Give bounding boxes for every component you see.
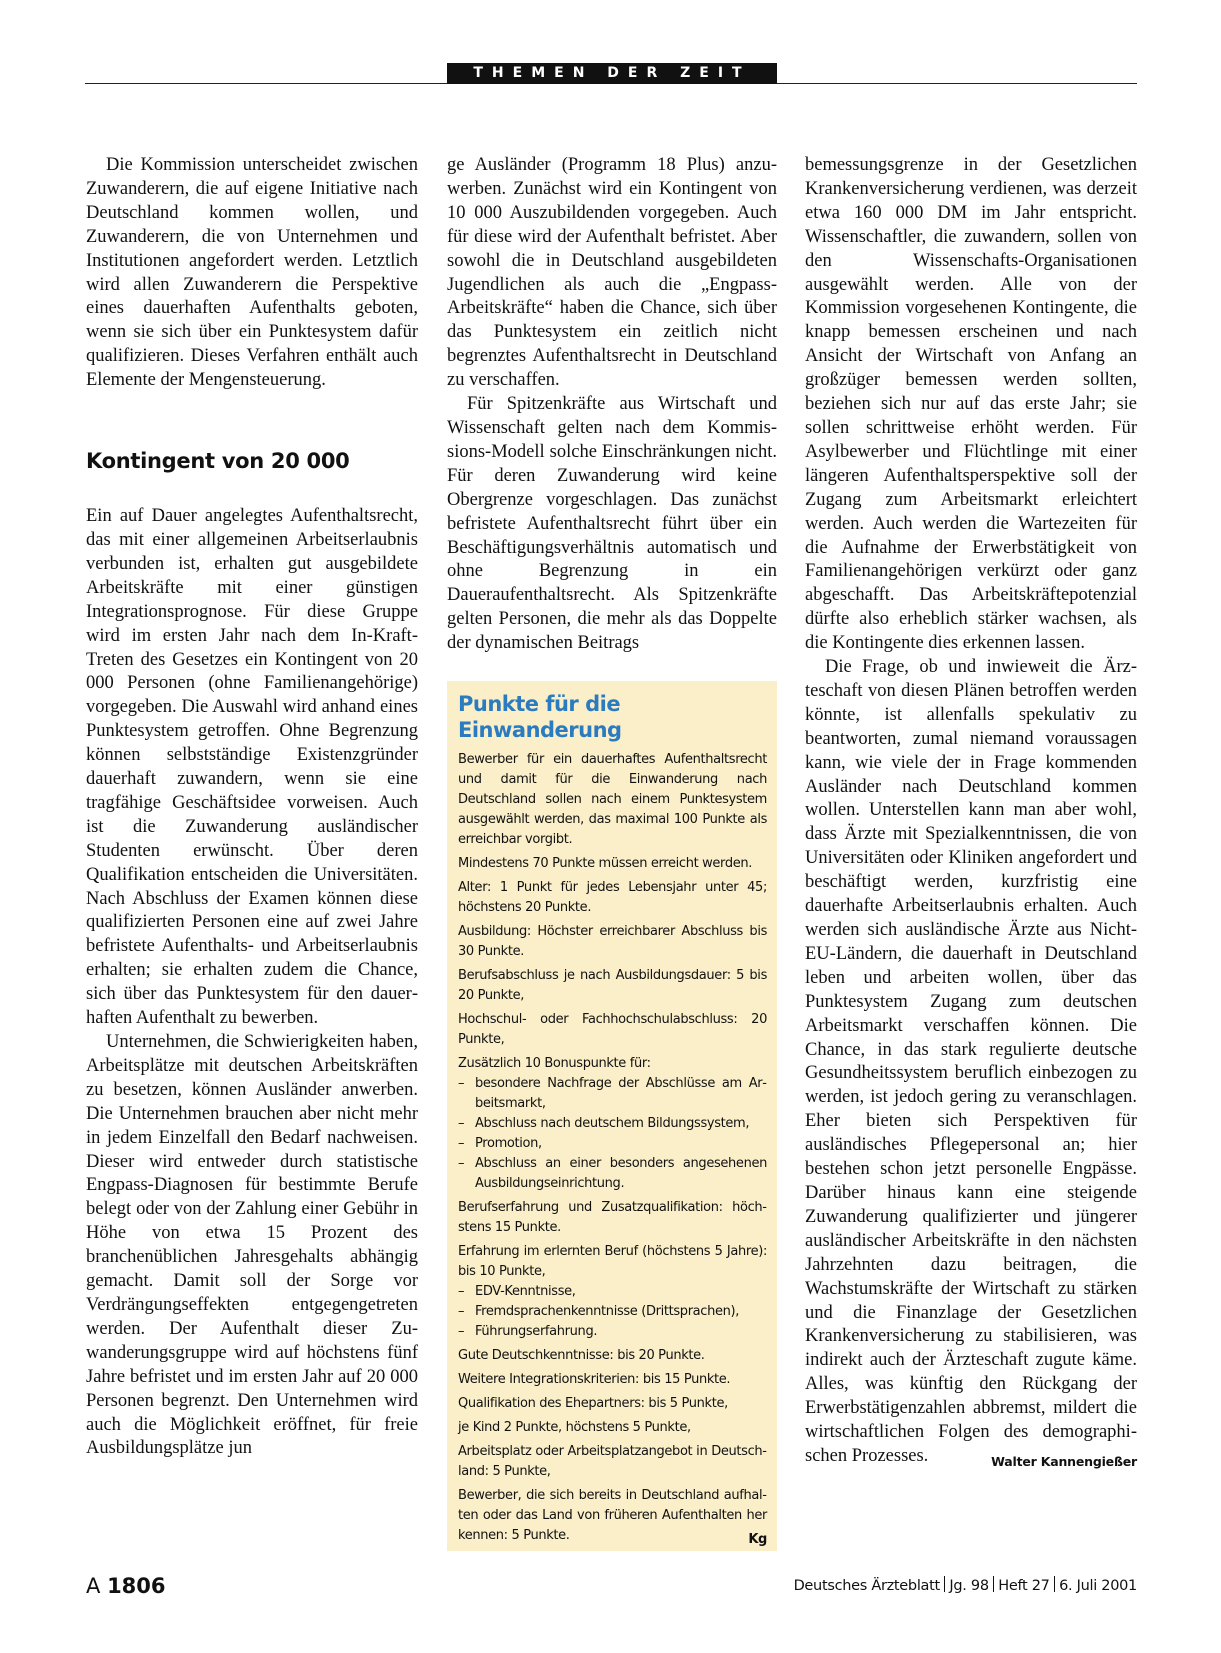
journal-footer (794, 1576, 1137, 1596)
footer-divider (993, 1576, 995, 1592)
info-box-item: Qualifikation des Ehepartners: bis 5 Punkte, (458, 1396, 728, 1411)
paragraph: Für Spitzenkräfte aus Wirtschaft und Wissenschaft gelten nach dem Kommissions-Modell solche Einschränkungen nicht. Für deren Zuwanderung wird keine Obergrenze vorgeschlagen. Das zunächst befristete Aufenthaltsrecht führt über ein Beschäftigungsverhältnis automatisch und ohne Begrenzung in ein Daueraufenthaltsrecht. Als Spitzenkräfte gelten Personen, die mehr als das Doppelte der dynamischen Beitrags (447, 394, 777, 654)
paragraph (805, 656, 1137, 1469)
info-box-item: Zusätzlich 10 Bonuspunkte für: (458, 1056, 651, 1071)
info-box-item: Mindestens 70 Punkte müssen erreicht werden. (458, 856, 753, 871)
paragraph: Die Kommission unterscheidet zwischen Zuwanderern, die auf eigene Initiative nach Deutschland kommen wollen, und Zuwanderern, die von Unternehmen und Institutionen angefordert werden. Letztlich wird allen Zuwanderern die Perspektive eines dauerhaften Aufenthalts geboten, wenn sie sich über ein Punktesystem dafür qualifizieren. Dieses Verfahren enthält auch Elemente der Mengensteuerung. (86, 155, 418, 391)
author-name: Walter Kannengießer (991, 1453, 1137, 1469)
info-box-item: Hochschul- oder Fachhochschulabschluss: 20 Punkte, (458, 1012, 767, 1047)
info-box-item: Berufserfahrung und Zusatzqualifikation: höchstens 15 Punkte. (458, 1200, 767, 1235)
article-column-3 (805, 154, 1137, 1474)
list-item: – Fremdsprachenkenntnisse (Drittsprachen), (458, 1302, 767, 1322)
paragraph-text: Die Frage, ob und inwieweit die Ärzteschaft von diesen Plänen betroffen werden könnte, ist allenfalls spekulativ zu beantworten, zumal niemand voraussagen kann, wie viele der in Frage kommenden Ausländer nach Deutschland kommen wollen. Unterstellen kann man aber wohl, dass Ärzte mit Spezialkenntnissen, die von Universitäten oder Kliniken angefordert und beschäftigt werden, kurzfristig eine dauerhafte Arbeitserlaubnis erhalten. Auch werden sich ausländische Ärzte aus Nicht-EU-Ländern, die dauerhaft in Deutschland leben und arbeiten wollen, über das Punktesystem Zugang zum deutschen Arbeitsmarkt verschaffen können. Die Chance, in das stark regulierte deutsche Gesundheitssystem beruflich einbezogen zu werden, ist jedoch gering zu veranschlagen. Eher bieten sich Perspektiven für ausländisches Pflegepersonal an; hier bestehen schon jetzt personelle Engpässe. Darüber hinaus kann eine steigende Zuwanderung qualifizierter und jüngerer ausländischer Arbeitskräfte in den nächsten Jahrzehnten dazu beitragen, die Wachstumskräfte der Wirtschaft zu stärken und die Finanzlage der Gesetzlichen Krankenversicherung zu stabilisieren, was indirekt auch der Ärzteschaft zugute käme. Alles, was künftig den Rückgang der Erwerbstätigenzahlen abbremst, mildert die wirtschaftlichen Folgen des demographischen Prozesses. (805, 657, 1137, 1466)
list-item: – Abschluss nach deutschem Bildungssystem, (458, 1114, 767, 1134)
info-box-item: Alter: 1 Punkt für jedes Lebensjahr unter 45; höchstens 20 Punkte. (458, 880, 767, 915)
bonus-list (458, 1074, 767, 1194)
list-item: – besondere Nachfrage der Abschlüsse am Arbeitsmarkt, (458, 1074, 767, 1114)
info-box-signature: Kg (748, 1532, 767, 1547)
info-box-item: Bewerber, die sich bereits in Deutschland aufhalten oder das Land von früheren Aufenthalten her kennen: 5 Punkte. (458, 1488, 767, 1543)
article-column-1 (86, 154, 418, 1461)
paragraph: bemessungsgrenze in der Gesetzlichen Krankenversicherung verdienen, was derzeit etwa 160 000 DM im Jahr entspricht. Wissenschaftler, die zuwandern, sollen von den Wissenschafts-Organisationen ausgewählt werden. Alle von der Kommission vorgesehenen Kontingente, die knapp bemessen erscheinen und nach Ansicht der Wirtschaft von Anfang an großzüger bemessen werden sollten, beziehen sich nur auf das erste Jahr; sie sollen schrittweise erhöht werden. Für Asylbewerber und Flüchtlinge mit einer längeren Aufenthaltsperspektive soll der Zugang zum Arbeitsmarkt erleichtert werden. Auch werden die Wartezeiten für die Aufnahme der Erwerbstätigkeit von Familienangehörigen verkürzt oder ganz abgeschafft. Das Arbeitskräftepotenzial dürfte also erheblich stärker wachsen, als die Kontingente dies erkennen lassen. (805, 155, 1137, 654)
paragraph: ge Ausländer (Programm 18 Plus) anzuwerben. Zunächst wird ein Kontingent von 10 000 Auszubildenden vorgegeben. Auch für diese wird der Aufenthalt befristet. Aber sowohl die in Deutschland ausgebildeten Jugendlichen als auch die „Engpass-Arbeitskräfte“ haben die Chance, sich über das Punktesystem ein zeitlich nicht begrenztes Aufenthaltsrecht in Deutschland zu verschaffen. (447, 155, 777, 391)
subheading: Kontingent von 20 000 (86, 449, 350, 474)
article-column-2 (447, 154, 777, 656)
list-item: – EDV-Kenntnisse, (458, 1282, 767, 1302)
journal-date: 6. Juli 2001 (1059, 1578, 1137, 1594)
info-box-intro: Bewerber für ein dauerhaftes Aufenthaltsrecht und damit für die Einwanderung nach Deutschland sollen nach einem Punktesystem ausgewählt werden, das maximal 100 Punkte als erreichbar vorgibt. (458, 752, 767, 847)
page-prefix: A (86, 1574, 101, 1598)
section-label: THEMEN DER ZEIT (447, 63, 777, 84)
info-box-item: Arbeitsplatz oder Arbeitsplatzangebot in Deutschland: 5 Punkte, (458, 1444, 767, 1479)
footer-divider (944, 1576, 946, 1592)
list-item: – Promotion, (458, 1134, 767, 1154)
experience-list (458, 1282, 767, 1342)
page-number (86, 1573, 166, 1599)
info-box (447, 681, 777, 1551)
page-number-value: 1806 (107, 1574, 166, 1598)
footer-divider (1054, 1576, 1056, 1592)
journal-volume: Jg. 98 (949, 1578, 989, 1594)
info-box-title: Punkte für die Einwanderung (458, 692, 622, 742)
info-box-item: Ausbildung: Höchster erreichbarer Abschluss bis 30 Punkte. (458, 924, 767, 959)
paragraph: Unternehmen, die Schwierigkeiten haben, Arbeitsplätze mit deutschen Arbeitskräften zu besetzen, können Ausländer anwerben. Die Unternehmen brauchen aber nicht mehr in jedem Einzelfall den Bedarf nachweisen. Dieser wird entweder durch statistische Engpass-Diagnosen für bestimmte Berufe belegt oder von der Zahlung einer Gebühr in Höhe von etwa 15 Prozent des branchenüblichen Jahresgehalts abhängig gemacht. Damit soll der Sorge vor Verdrängungseffekten entgegengetreten werden. Der Aufenthalt dieser Zuwanderungsgruppe wird auf höchstens fünf Jahre befristet und im ersten Jahr auf 20 000 Personen begrenzt. Den Unternehmen wird auch die Möglichkeit eröffnet, für freie Ausbildungsplätze jun (86, 1032, 418, 1459)
info-box-item: je Kind 2 Punkte, höchstens 5 Punkte, (458, 1420, 691, 1435)
info-box-item: Berufsabschluss je nach Ausbildungsdauer: 5 bis 20 Punkte, (458, 968, 767, 1003)
journal-issue: Heft 27 (998, 1578, 1050, 1594)
list-item: – Abschluss an einer besonders angesehenen Ausbildungseinrichtung. (458, 1154, 767, 1194)
journal-name: Deutsches Ärzteblatt (793, 1578, 940, 1594)
info-box-item: Weitere Integrationskriterien: bis 15 Punkte. (458, 1372, 731, 1387)
paragraph: Ein auf Dauer angelegtes Aufenthaltsrecht, das mit einer allgemeinen Arbeitserlaubnis verbunden ist, erhalten gut ausgebildete Arbeitskräfte mit einer günstigen Integrationsprognose. Für diese Gruppe wird im ersten Jahr nach dem In-Kraft-Treten des Gesetzes ein Kontingent von 20 000 Personen (ohne Familienangehörige) vorgegeben. Die Auswahl wird anhand eines Punktesystem getroffen. Ohne Begrenzung können selbstständige Existenzgründer dauerhaft zuwandern, wenn sie eine tragfähige Geschäftsidee vorweisen. Auch ist die Zuwanderung ausländischer Studenten erwünscht. Über deren Qualifikation entscheiden die Universitäten. Nach Abschluss der Examen können diese qualifizierten Personen eine auf zwei Jahre befristete Aufenthalts- und Arbeitserlaubnis erhalten; sie erhalten zudem die Chance, sich über das Punktesystem für den dauerhaften Aufenthalt zu bewerben. (86, 506, 418, 1029)
info-box-item: Gute Deutschkenntnisse: bis 20 Punkte. (458, 1348, 705, 1363)
list-item: – Führungserfahrung. (458, 1322, 767, 1342)
info-box-item: Erfahrung im erlernten Beruf (höchstens 5 Jahre): bis 10 Punkte, (458, 1244, 767, 1279)
